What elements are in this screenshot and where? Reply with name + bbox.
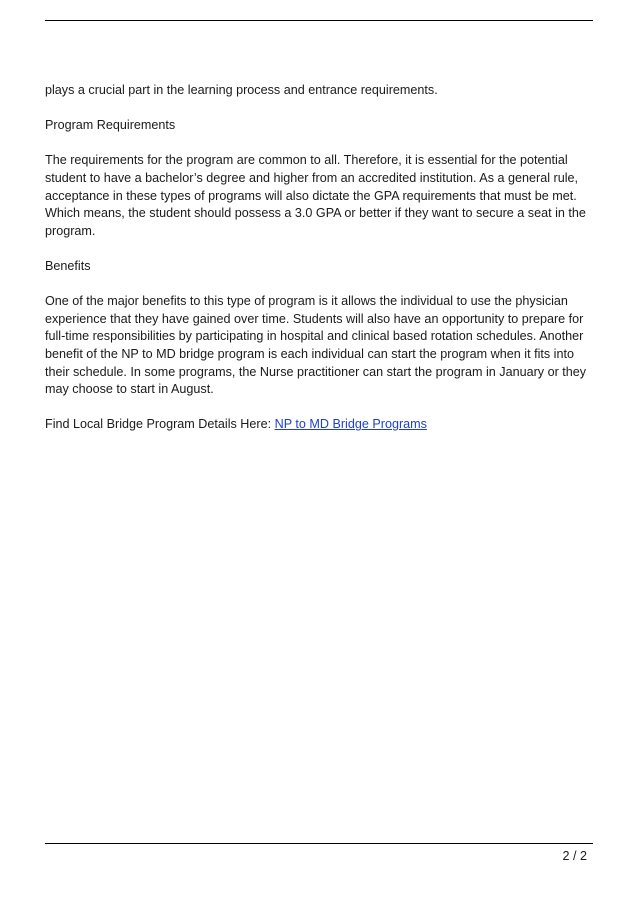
page-number: 2 / 2 — [562, 849, 587, 863]
paragraph-find-local — [45, 416, 597, 434]
np-to-md-bridge-link[interactable]: NP to MD Bridge Programs — [274, 417, 427, 432]
heading-benefits: Benefits — [45, 258, 91, 273]
document-body — [45, 82, 597, 451]
paragraph-benefits: One of the major benefits to this type of program is it allows the individual to use the physician experience that they have gained over time. Students will also have an opportunity to prepare for full-time responsibilities by participating in hospital and clinical based rotation schedules. Another benefit of the NP to MD bridge program is each individual can start the program when it fits into their schedule. In some programs, the Nurse practitioner can start the program in January or they may choose to start in August. — [45, 294, 587, 397]
paragraph-intro: plays a crucial part in the learning process and entrance requirements. — [45, 83, 438, 97]
find-local-label: Find Local Bridge Program Details Here: — [45, 417, 275, 432]
paragraph-requirements: The requirements for the program are common to all. Therefore, it is essential for the potential student to have a bachelor’s degree and higher from an accredited institution. As a general rule, acceptance in these types of programs will also dictate the GPA requirements that must be met. Which means, the student should possess a 3.0 GPA or better if they want to secure a seat in the program. — [45, 153, 586, 238]
footer-rule — [45, 843, 593, 844]
heading-program-requirements: Program Requirements — [45, 118, 176, 133]
header-rule — [45, 20, 593, 21]
